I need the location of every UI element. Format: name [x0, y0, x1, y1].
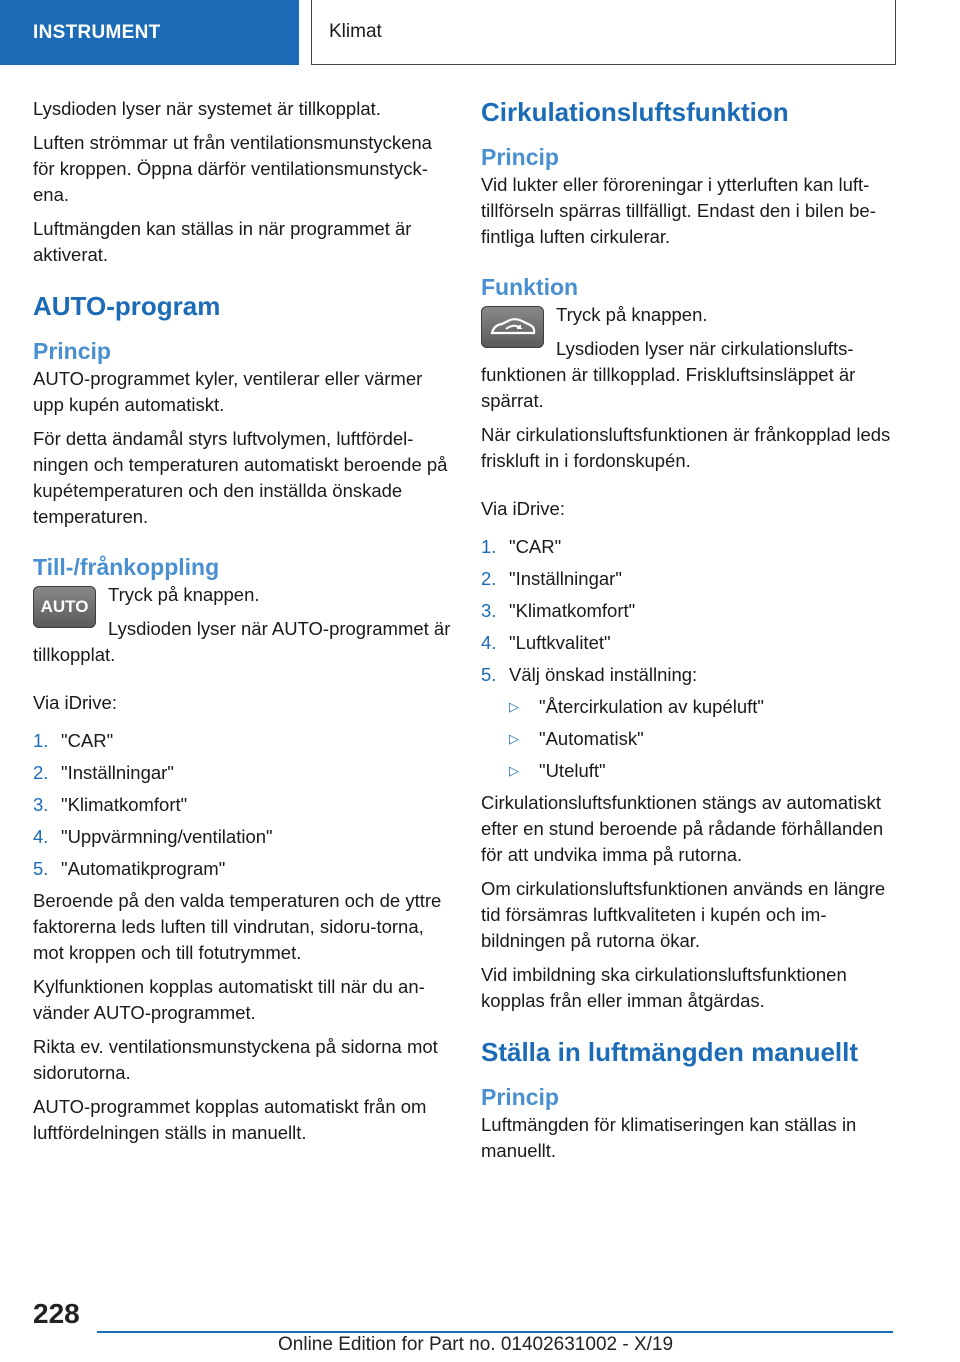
triangle-bullet-icon: ▷: [509, 731, 519, 746]
auto-button-row: [33, 582, 451, 668]
paragraph: AUTO-programmet kyler, ventilerar eller värmer upp kupén automatiskt.: [33, 368, 423, 415]
paragraph: Luftmängden för klimatiseringen kan ställas in manuellt.: [481, 1114, 857, 1161]
paragraph: Lysdioden lyser när systemet är tillkopplat.: [33, 98, 381, 119]
recirculation-button-row: [481, 302, 899, 414]
section-label: Klimat: [329, 21, 382, 42]
footer-edition: Online Edition for Part no. 01402631002 - X/19: [278, 1334, 674, 1355]
section-tab: [311, 0, 896, 65]
paragraph: Om cirkulationsluftsfunktionen används en längre tid försämras luftkvaliteten i kupén och im-bildningen på rutorna ökar.: [481, 878, 886, 951]
left-column: [33, 96, 451, 1154]
paragraph: Cirkulationsluftsfunktionen stängs av automatiskt efter en stund beroende på rådande förhållanden för att undvika imma på rutorna.: [481, 792, 884, 865]
paragraph: Beroende på den valda temperaturen och de yttre faktorerna leds luften till vindrutan, sidoru-torna, mot kroppen och till fotutrymmet.: [33, 890, 442, 963]
paragraph: Tryck på knappen.: [556, 304, 708, 325]
paragraph: För detta ändamål styrs luftvolymen, luftfördel-ningen och temperaturen automatiskt beroende på kupétemperaturen och den inställda önskade temperaturen.: [33, 428, 448, 527]
paragraph: Vid lukter eller föroreningar i ytterluften kan luft-tillförseln spärras tillfälligt. Endast den i bilen be-fintliga luften cirkulerar.: [481, 174, 876, 247]
page-number: 228: [33, 1298, 80, 1329]
list-item: 1. "CAR": [33, 730, 114, 751]
paragraph: Luftmängden kan ställas in när programmet är aktiverat.: [33, 218, 412, 265]
idrive-steps-list: [33, 728, 451, 882]
idrive-steps-list: [481, 534, 899, 688]
list-item: ▷ "Återcirkulation av kupéluft": [509, 694, 899, 720]
list-item: 3. "Klimatkomfort": [481, 600, 636, 621]
heading-manual-airflow: Ställa in luftmängden manuellt: [481, 1037, 859, 1067]
list-item: 1. "CAR": [481, 536, 562, 557]
paragraph: Vid imbildning ska cirkulationsluftsfunktionen kopplas från eller imman åtgärdas.: [481, 964, 847, 1011]
setting-options-list: [481, 694, 899, 784]
list-item: 4. "Luftkvalitet": [481, 632, 611, 653]
list-item: ▷ "Automatisk": [509, 726, 899, 752]
paragraph: Lysdioden lyser när cirkulationslufts-funktionen är tillkopplad. Friskluftsinsläppet är spärrat.: [481, 338, 856, 411]
via-idrive-label: Via iDrive:: [33, 692, 117, 713]
list-item: 2. "Inställningar": [481, 568, 622, 589]
right-column: [481, 96, 899, 1172]
paragraph: Luften strömmar ut från ventilationsmunstyckena för kroppen. Öppna därför ventilationsmunstyck-ena.: [33, 132, 432, 205]
chapter-tab: [0, 0, 299, 65]
via-idrive-label: Via iDrive:: [481, 498, 565, 519]
list-item: 3. "Klimatkomfort": [33, 794, 188, 815]
paragraph: När cirkulationsluftsfunktionen är frånkopplad leds friskluft in i fordonskupén.: [481, 424, 891, 471]
heading-toggle: Till-/frånkoppling: [33, 554, 220, 580]
list-item: 2. "Inställningar": [33, 762, 174, 783]
list-item: 5. "Automatikprogram": [33, 858, 226, 879]
list-item: ▷ "Uteluft": [509, 758, 899, 784]
triangle-bullet-icon: ▷: [509, 699, 519, 714]
footer-divider: [97, 1331, 893, 1333]
paragraph: Rikta ev. ventilationsmunstyckena på sidorna mot sidorutorna.: [33, 1036, 438, 1083]
auto-button-icon: [33, 586, 96, 628]
heading-funktion: Funktion: [481, 274, 579, 300]
paragraph: AUTO-programmet kopplas automatiskt från om luftfördelningen ställs in manuellt.: [33, 1096, 427, 1143]
heading-auto-program: AUTO-program: [33, 291, 221, 321]
paragraph: Kylfunktionen kopplas automatiskt till när du an-vänder AUTO-programmet.: [33, 976, 425, 1023]
car-recirculation-symbol: [488, 315, 538, 339]
auto-icon-label: AUTO: [40, 597, 89, 616]
paragraph: Tryck på knappen.: [108, 584, 260, 605]
heading-princip: Princip: [33, 338, 111, 364]
heading-circulation: Cirkulationsluftsfunktion: [481, 97, 789, 127]
list-item: 5. Välj önskad inställning:: [481, 664, 698, 685]
heading-princip: Princip: [481, 1084, 559, 1110]
triangle-bullet-icon: ▷: [509, 763, 519, 778]
list-item: 4. "Uppvärmning/ventilation": [33, 826, 273, 847]
recirculation-car-icon: [481, 306, 544, 348]
paragraph: Lysdioden lyser när AUTO-programmet är tillkopplat.: [33, 618, 451, 665]
chapter-label: INSTRUMENT: [33, 21, 161, 43]
heading-princip: Princip: [481, 144, 559, 170]
